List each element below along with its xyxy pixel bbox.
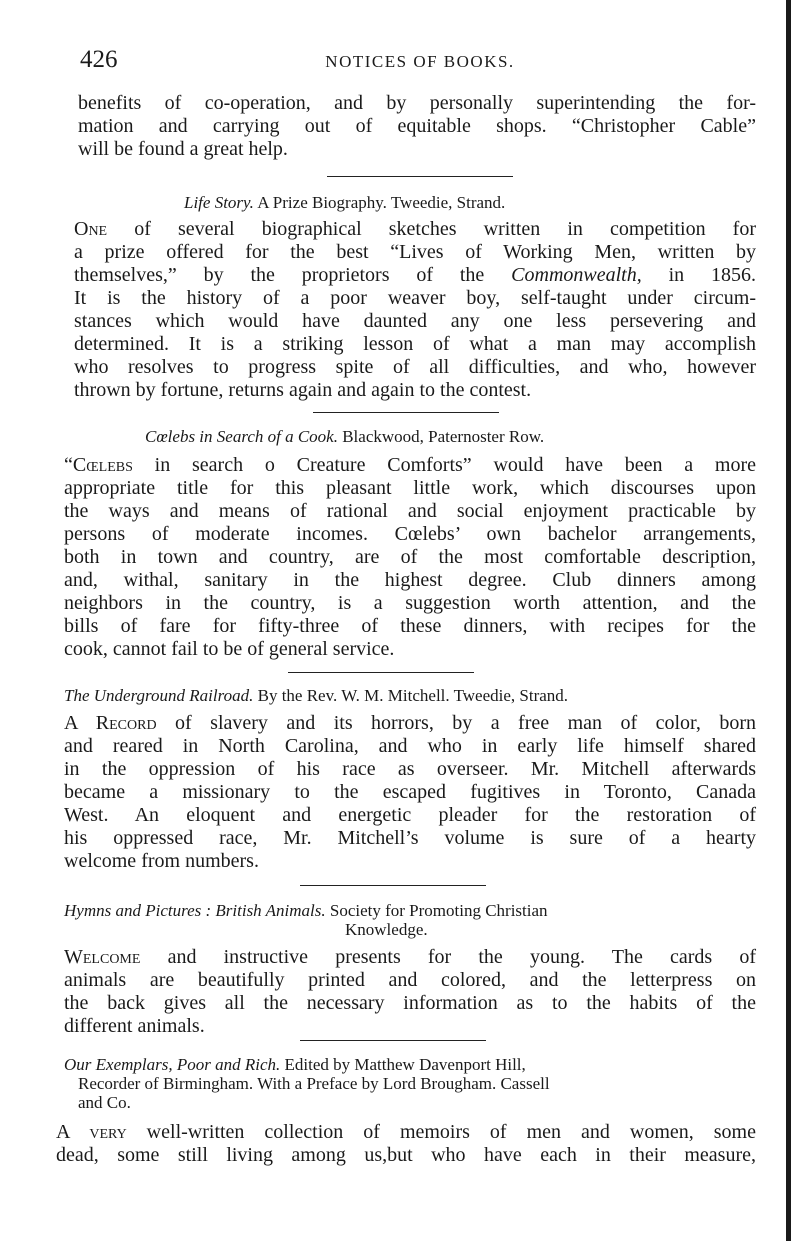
- lead-word: One: [74, 218, 108, 240]
- text-line: A very well-written collection of memoirs of men and women, some: [56, 1121, 756, 1143]
- text-line: West. An eloquent and energetic pleader for the restoration of: [64, 804, 756, 826]
- text-line: persons of moderate incomes. Cœlebs’ own bachelor arrangements,: [64, 523, 756, 545]
- text-line: his oppressed race, Mr. Mitchell’s volume is sure of a hearty: [64, 827, 756, 849]
- section-rule: [288, 672, 474, 673]
- text-line: became a missionary to the escaped fugitives in Toronto, Canada: [64, 781, 756, 803]
- text-line: a prize offered for the best “Lives of Working Men, written by: [74, 241, 756, 263]
- citation-details: Edited by Matthew Davenport Hill,: [280, 1055, 526, 1074]
- section-rule: [300, 885, 486, 886]
- book-title: Life Story.: [184, 193, 254, 212]
- text-line: both in town and country, are of the most comfortable description,: [64, 546, 756, 568]
- section-rule: [300, 1040, 486, 1041]
- page-header: [80, 46, 760, 76]
- text-line: mation and carrying out of equitable shops. “Christopher Cable”: [78, 115, 756, 137]
- lead-word: A very: [56, 1121, 127, 1143]
- citation-coelebs: [145, 427, 544, 447]
- text-line: bills of fare for fifty-three of these dinners, with recipes for the: [64, 615, 756, 637]
- citation-details: A Prize Biography. Tweedie, Strand.: [253, 193, 506, 212]
- text-line: themselves,” by the proprietors of the Commonwealth, in 1856.: [74, 264, 757, 286]
- text-line: will be found a great help.: [78, 138, 288, 160]
- lead-word: “Cœlebs: [64, 454, 133, 476]
- text-line: One of several biographical sketches written in competition for: [74, 218, 756, 240]
- running-title: NOTICES OF BOOKS.: [325, 52, 515, 71]
- text-line: It is the history of a poor weaver boy, self-taught under circum-: [74, 287, 756, 309]
- text-line: dead, some still living among us,but who have each in their measure,: [56, 1144, 756, 1166]
- section-rule: [327, 176, 513, 177]
- section-rule: [313, 412, 499, 413]
- text-line: “Cœlebs in search o Creature Comforts” would have been a more: [64, 454, 756, 476]
- citation-continuation: and Co.: [78, 1093, 131, 1112]
- citation-details: Blackwood, Paternoster Row.: [337, 427, 545, 446]
- text-line: Welcome and instructive presents for the young. The cards of: [64, 946, 756, 968]
- book-title: Cœlebs in Search of a Cook.: [145, 427, 338, 446]
- text-line: who resolves to progress spite of all difficulties, and who, however: [74, 356, 756, 378]
- text-line: benefits of co-operation, and by personally superintending the for-: [78, 92, 756, 114]
- text-line: neighbors in the country, is a suggestion worth attention, and the: [64, 592, 756, 614]
- text-line: animals are beautifully printed and colored, and the letterpress on: [64, 969, 756, 991]
- page-number: 426: [80, 46, 118, 73]
- text-line: determined. It is a striking lesson of what a man may accomplish: [74, 333, 756, 355]
- citation-continuation: Knowledge.: [345, 920, 428, 939]
- text-line: and, withal, sanitary in the highest degree. Club dinners among: [64, 569, 756, 591]
- lead-word: Welcome: [64, 946, 141, 968]
- text-line: and reared in North Carolina, and who in early life himself shared: [64, 735, 756, 757]
- citation-details: By the Rev. W. M. Mitchell. Tweedie, Strand.: [253, 686, 569, 705]
- citation-our-exemplars: [64, 1055, 526, 1075]
- periodical-title: Commonwealth,: [511, 264, 642, 286]
- page-edge-rule: [786, 0, 791, 1241]
- text-line: stances which would have daunted any one less persevering and: [74, 310, 756, 332]
- citation-continuation: Recorder of Birmingham. With a Preface by Lord Brougham. Cassell: [78, 1074, 550, 1093]
- text-line: thrown by fortune, returns again and again to the contest.: [74, 379, 532, 401]
- text-line: different animals.: [64, 1015, 205, 1037]
- citation-life-story: [184, 193, 505, 213]
- text-line: the ways and means of rational and social enjoyment practicable by: [64, 500, 756, 522]
- lead-word: A Record: [64, 712, 157, 734]
- citation-details: Society for Promoting Christian: [325, 901, 548, 920]
- book-title: Hymns and Pictures : British Animals.: [64, 901, 326, 920]
- book-title: The Underground Railroad.: [64, 686, 254, 705]
- citation-hymns-and-pictures: [64, 901, 548, 921]
- citation-underground-railroad: [64, 686, 568, 706]
- text-line: in the oppression of his race as overseer. Mr. Mitchell afterwards: [64, 758, 756, 780]
- text-line: A Record of slavery and its horrors, by a free man of color, born: [64, 712, 756, 734]
- text-line: the back gives all the necessary information as to the habits of the: [64, 992, 756, 1014]
- book-title: Our Exemplars, Poor and Rich.: [64, 1055, 281, 1074]
- text-line: appropriate title for this pleasant little work, which discourses upon: [64, 477, 756, 499]
- text-line: welcome from numbers.: [64, 850, 259, 872]
- text-line: cook, cannot fail to be of general service.: [64, 638, 395, 660]
